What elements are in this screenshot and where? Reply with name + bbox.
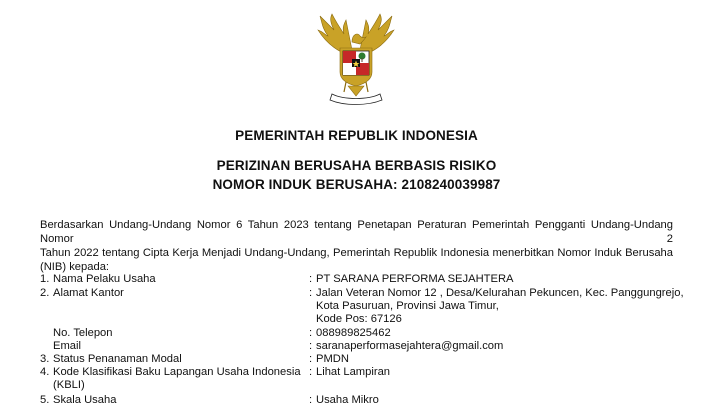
intro-line: Berdasarkan Undang-Undang Nomor 6 Tahun 2023 tentang Penetapan Peraturan Pemerintah Pengganti Undang-Undang Nomor 2 [40,219,673,245]
field-colon: : [309,340,313,352]
intro-paragraph [40,218,673,274]
field-label: (KBLI) [53,379,85,391]
field-colon: : [309,287,313,299]
intro-line: (NIB) kepada: [40,261,110,273]
field-number: 1. [40,273,50,285]
nib-number: NOMOR INDUK BERUSAHA: 2108240039987 [212,177,501,192]
permit-title: PERIZINAN BERUSAHA BERBASIS RISIKO [216,158,497,173]
field-colon: : [309,394,313,406]
field-colon: : [309,366,313,378]
field-label: Alamat Kantor [53,287,124,299]
field-label: Email [53,340,81,352]
field-value: PT SARANA PERFORMA SEJAHTERA [316,273,514,285]
field-label: Nama Pelaku Usaha [53,273,156,285]
field-label: No. Telepon [53,327,113,339]
field-label: Status Penanaman Modal [53,353,182,365]
field-number: 5. [40,394,50,406]
field-number: 4. [40,366,50,378]
field-value: Jalan Veteran Nomor 12 , Desa/Kelurahan Pekuncen, Kec. Panggungrejo, [316,287,684,299]
field-value: PMDN [316,353,349,365]
field-value: Usaha Mikro [316,394,379,406]
field-label: Skala Usaha [53,394,117,406]
field-number: 2. [40,287,50,299]
government-title: PEMERINTAH REPUBLIK INDONESIA [235,128,478,143]
field-colon: : [309,353,313,365]
field-label: Kode Klasifikasi Baku Lapangan Usaha Indonesia [53,366,301,378]
field-value: Kota Pasuruan, Provinsi Jawa Timur, [316,300,499,312]
field-value: Kode Pos: 67126 [316,313,402,325]
garuda-pancasila-emblem [310,12,402,108]
field-number: 3. [40,353,50,365]
field-colon: : [309,327,313,339]
intro-line: Tahun 2022 tentang Cipta Kerja Menjadi Undang-Undang, Pemerintah Republik Indonesia menerbitkan Nomor Induk Berusaha [40,247,673,259]
field-value: Lihat Lampiran [316,366,391,378]
field-value: 088989825462 [316,327,391,339]
field-value: saranaperformasejahtera@gmail.com [316,340,504,352]
field-colon: : [309,273,313,285]
